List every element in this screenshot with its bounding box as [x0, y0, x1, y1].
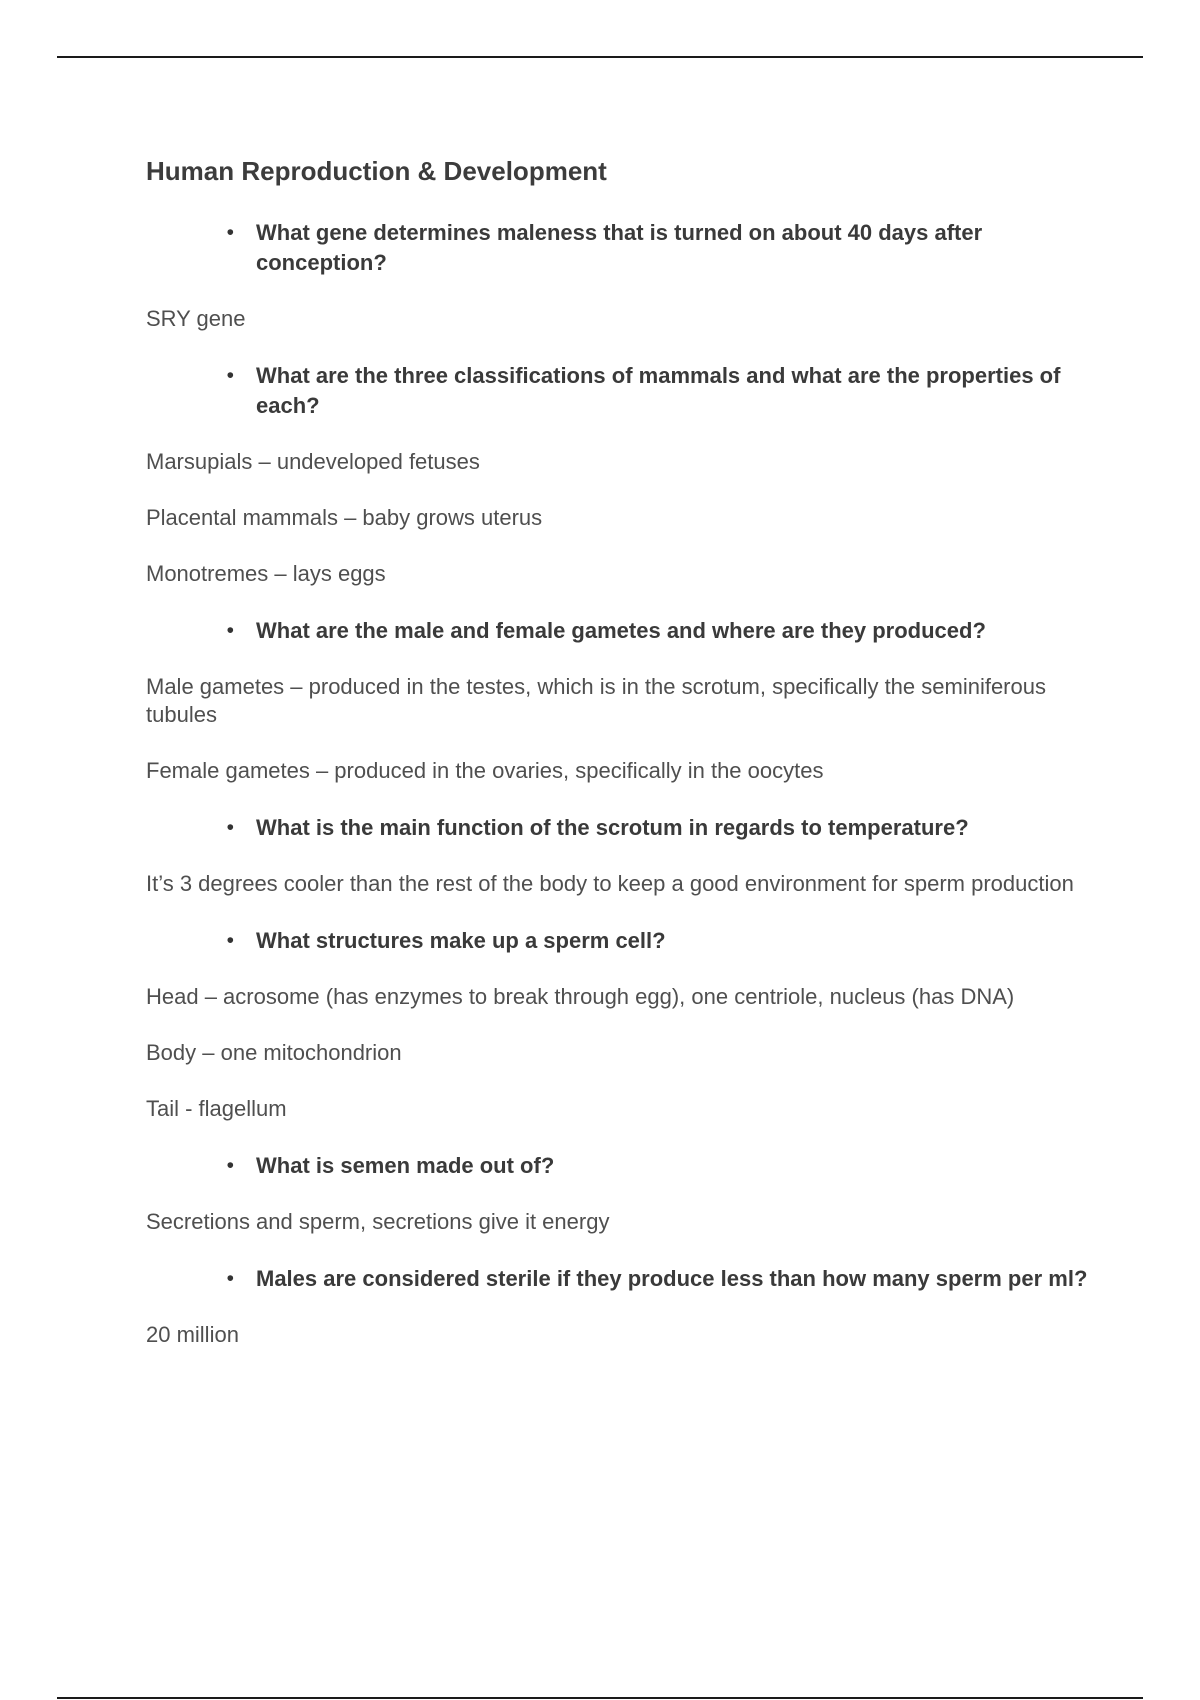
question-item	[146, 813, 1096, 843]
answer-text: Head – acrosome (has enzymes to break through egg), one centriole, nucleus (has DNA)	[146, 984, 1015, 1009]
bullet-icon: •	[226, 364, 234, 387]
answer-text: Tail - flagellum	[146, 1096, 287, 1121]
answer-text: Body – one mitochondrion	[146, 1040, 402, 1065]
question-text: What structures make up a sperm cell?	[256, 928, 666, 953]
question-text: What is semen made out of?	[256, 1153, 555, 1178]
answer-text: Male gametes – produced in the testes, which is in the scrotum, specifically the seminiferous tubules	[146, 674, 1046, 727]
answer-text: Marsupials – undeveloped fetuses	[146, 449, 480, 474]
bullet-icon: •	[226, 816, 234, 839]
answer-text: Placental mammals – baby grows uterus	[146, 505, 543, 530]
answer-text: Female gametes – produced in the ovaries, specifically in the oocytes	[146, 758, 824, 783]
answer-text: 20 million	[146, 1322, 239, 1347]
answer-text: SRY gene	[146, 306, 246, 331]
bullet-icon: •	[226, 1154, 234, 1177]
question-text: What is the main function of the scrotum in regards to temperature?	[256, 815, 969, 840]
document-body	[146, 154, 1096, 1377]
answer-text: It’s 3 degrees cooler than the rest of the body to keep a good environment for sperm production	[146, 871, 1074, 896]
question-text: What are the male and female gametes and where are they produced?	[256, 618, 986, 643]
bullet-icon: •	[226, 221, 234, 244]
top-rule	[57, 56, 1143, 58]
question-text: Males are considered sterile if they produce less than how many sperm per ml?	[256, 1266, 1088, 1291]
question-text: What gene determines maleness that is turned on about 40 days after conception?	[256, 220, 983, 275]
question-item	[146, 218, 1096, 278]
answer-text: Monotremes – lays eggs	[146, 561, 386, 586]
question-item	[146, 616, 1096, 646]
question-item	[146, 1151, 1096, 1181]
question-item	[146, 361, 1096, 421]
bullet-icon: •	[226, 929, 234, 952]
question-item	[146, 926, 1096, 956]
bottom-rule	[57, 1697, 1143, 1699]
bullet-icon: •	[226, 619, 234, 642]
bullet-icon: •	[226, 1267, 234, 1290]
document-title: Human Reproduction & Development	[146, 156, 607, 186]
answer-text: Secretions and sperm, secretions give it energy	[146, 1209, 610, 1234]
question-item	[146, 1264, 1096, 1294]
question-text: What are the three classifications of mammals and what are the properties of each?	[256, 363, 1061, 418]
